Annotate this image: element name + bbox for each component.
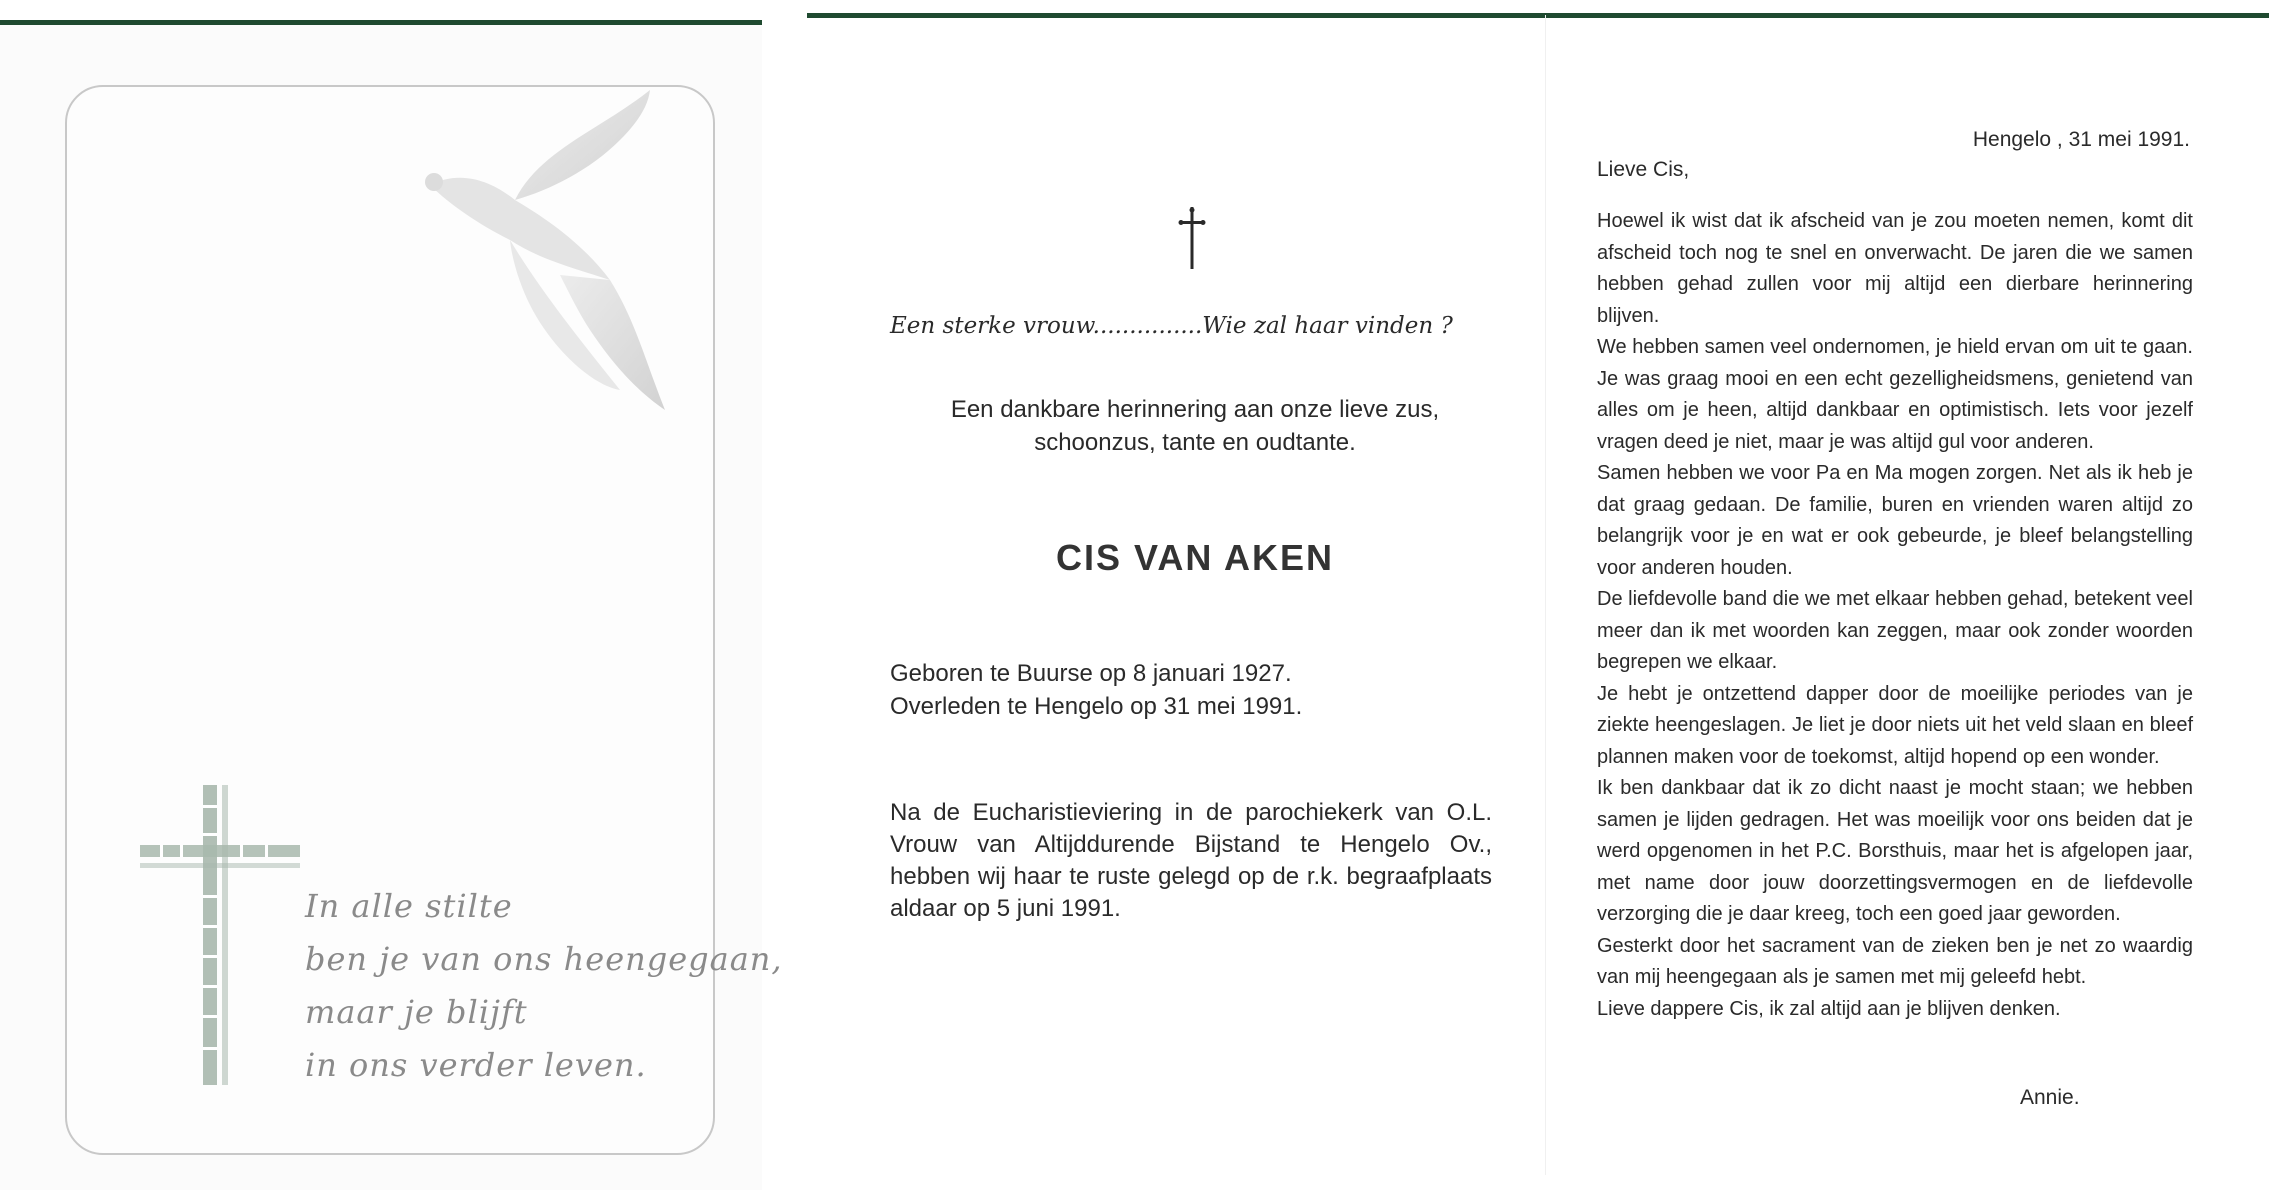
life-dates (890, 657, 1450, 723)
cross-icon (1178, 207, 1206, 269)
gratitude-line: Een dankbare herinnering aan onze lieve zus, (950, 396, 1440, 423)
poem-line: ben je van ons heengegaan, (305, 940, 783, 978)
dove-icon (420, 90, 680, 420)
front-poem (305, 880, 783, 1092)
letter-paragraph: We hebben samen veel ondernomen, je hield ervan om uit te gaan. Je was graag mooi en een echt gezelligheidsmens, genietend van alles om je heen, altijd dankbaar en optimistisch. Iets voor jezelf vragen deed je niet, maar je was altijd gul voor anderen. (1597, 336, 2193, 453)
gratitude-text (890, 393, 1500, 459)
letter-body (1597, 206, 2193, 1025)
deceased-name: CIS VAN AKEN (1055, 537, 1335, 578)
letter-paragraph: Samen hebben we voor Pa en Ma mogen zorgen. Net als ik heb je dat graag gedaan. De familie, buren en vrienden waren altijd zo belangrijk voor je en wat er ook gebeurde, je bleef belangstelling voor anderen houden. (1597, 462, 2193, 579)
letter-date: Hengelo , 31 mei 1991. (1972, 128, 2190, 151)
letter-greeting: Lieve Cis, (1597, 158, 1690, 181)
poem-line: in ons verder leven. (305, 1046, 647, 1084)
fold-line (1545, 15, 1546, 1175)
funeral-service-text: Na de Eucharistieviering in de parochiekerk van O.L. Vrouw van Altijddurende Bijstand te Hengelo Ov., hebben wij haar te ruste gelegd op de r.k. begraafplaats aldaar op 5 juni 1991. (890, 799, 1492, 922)
letter-paragraph: Je hebt je ontzettend dapper door de moeilijke periodes van je ziekte heengeslagen. Je liet je door niets uit het veld slaan en bleef plannen maken voor de toekomst, altijd hopend op een wonder. (1597, 682, 2193, 768)
gratitude-line: schoonzus, tante en oudtante. (1034, 429, 1356, 456)
letter-paragraph: De liefdevolle band die we met elkaar hebben gehad, betekent veel meer dan ik met woorden kan zeggen, maar ook zonder woorden begrepen we elkaar. (1597, 588, 2193, 673)
letter-signature: Annie. (2020, 1086, 2080, 1109)
poem-line: In alle stilte (305, 887, 513, 925)
birth-line: Geboren te Buurse op 8 januari 1927. (890, 660, 1292, 687)
motto: Een sterke vrouw...............Wie zal haar vinden ? (890, 313, 1453, 339)
cross-decoration-icon (140, 785, 305, 1095)
death-line: Overleden te Hengelo op 31 mei 1991. (890, 693, 1303, 720)
poem-line: maar je blijft (305, 993, 528, 1031)
letter-paragraph: Ik ben dankbaar dat ik zo dicht naast je mocht staan; we hebben samen je lijden gedragen. Het was moeilijk voor ons beiden dat je werd opgenomen in het P.C. Borsthuis, maar het is afgelopen jaar, met name door jouw doorzettingsvermogen en de liefdevolle verzorging die je daar kreeg, toch een goed jaar geworden. (1597, 777, 2193, 925)
letter-paragraph: Hoewel ik wist dat ik afscheid van je zou moeten nemen, komt dit afscheid toch nog te snel en onverwacht. De jaren die we samen hebben gehad zullen voor mij altijd een dierbare herinnering blijven. (1597, 210, 2193, 327)
letter-paragraph: Lieve dappere Cis, ik zal altijd aan je blijven denken. (1597, 997, 2061, 1020)
letter-paragraph: Gesterkt door het sacrament van de zieken ben je net zo waardig van mij heengegaan als je samen met mij geleefd hebt. (1597, 934, 2193, 988)
